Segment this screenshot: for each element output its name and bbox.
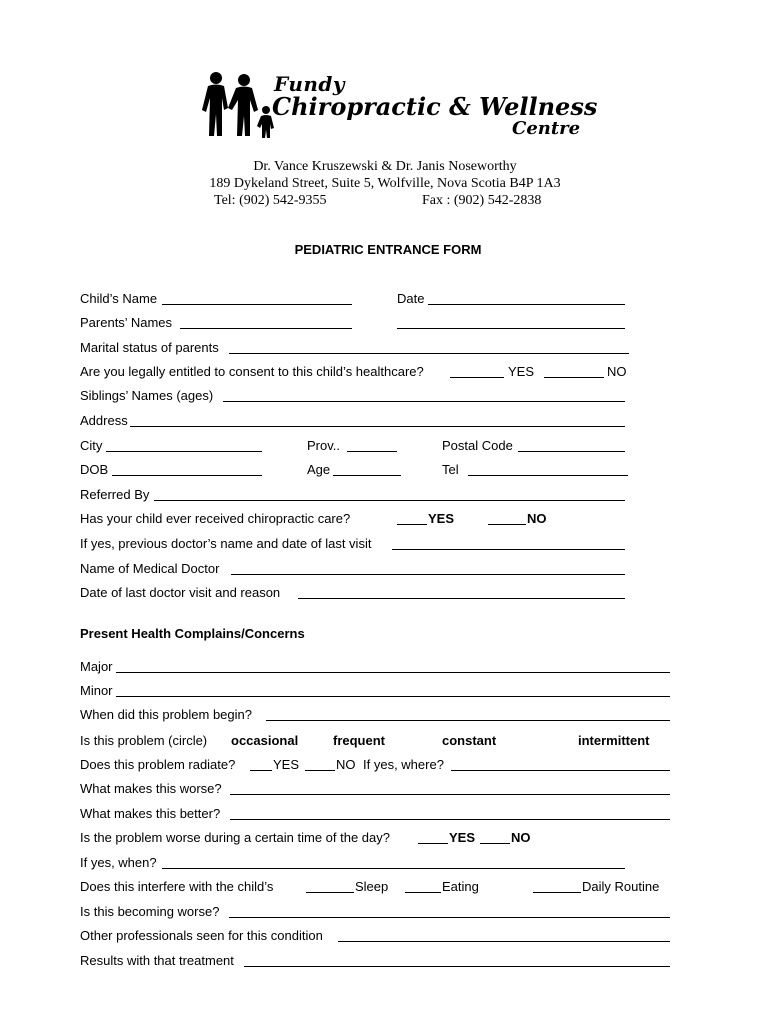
option-frequent[interactable]: frequent [333,733,385,748]
age-label: Age [307,462,331,477]
major-label: Major [80,659,113,674]
radiate-where-field[interactable] [451,770,670,771]
section-title-health-concerns: Present Health Complains/Concerns [80,626,305,641]
option-intermittent[interactable]: intermittent [578,733,650,748]
family-silhouette-icon [200,70,280,140]
clinic-tel: Tel: (902) 542-9355 [214,193,327,208]
marital-status-field[interactable] [229,353,629,354]
chiro-no-label: NO [527,511,547,526]
consent-yes-field[interactable] [450,377,504,378]
chiro-yes-label: YES [428,511,455,526]
radiate-yes-label: YES [273,757,300,772]
better-label: What makes this better? [80,806,221,821]
other-professionals-label: Other professionals seen for this condition [80,928,323,943]
tel-label: Tel [442,462,459,477]
time-yes-field[interactable] [418,843,448,844]
radiate-yes-field[interactable] [250,770,272,771]
prov-field[interactable] [347,451,397,452]
clinic-logo [200,70,598,140]
previous-doctor-label: If yes, previous doctor’s name and date of last visit [80,536,372,551]
parents-names-label: Parents’ Names [80,315,172,330]
logo-word-centre: Centre [512,118,581,139]
referred-by-field[interactable] [154,500,625,501]
city-label: City [80,438,103,453]
prov-label: Prov.. [307,438,340,453]
option-occasional[interactable]: occasional [231,733,299,748]
city-field[interactable] [106,451,262,452]
consent-no-field[interactable] [544,377,604,378]
parents-names-field-2[interactable] [397,328,625,329]
form-title: PEDIATRIC ENTRANCE FORM [294,242,482,257]
address-field[interactable] [130,426,625,427]
logo-word-fundy: Fundy [274,72,346,96]
sleep-label: Sleep [355,879,389,894]
becoming-worse-label: Is this becoming worse? [80,904,220,919]
if-when-field[interactable] [162,868,625,869]
logo-word-chiropractic-wellness: Chiropractic & Wellness [272,92,598,121]
address-label: Address [80,413,128,428]
dob-field[interactable] [112,475,262,476]
radiate-no-field[interactable] [305,770,335,771]
option-constant[interactable]: constant [442,733,497,748]
siblings-field[interactable] [223,401,625,402]
medical-doctor-field[interactable] [231,574,625,575]
other-professionals-field[interactable] [338,941,670,942]
if-when-label: If yes, when? [80,855,157,870]
interfere-question: Does this interfere with the child’s [80,879,274,894]
consent-no-label: NO [607,364,627,379]
circle-question: Is this problem (circle) [80,733,208,748]
marital-status-label: Marital status of parents [80,340,219,355]
eating-label: Eating [442,879,479,894]
chiro-no-field[interactable] [488,524,526,525]
child-name-field[interactable] [162,304,352,305]
child-name-label: Child’s Name [80,291,158,306]
chiro-care-question: Has your child ever received chiropractic care? [80,511,351,526]
daily-routine-label: Daily Routine [582,879,660,894]
better-field[interactable] [230,819,670,820]
time-no-field[interactable] [480,843,510,844]
daily-routine-field[interactable] [533,892,581,893]
eating-field[interactable] [405,892,441,893]
results-label: Results with that treatment [80,953,234,968]
referred-by-label: Referred By [80,487,150,502]
postal-code-label: Postal Code [442,438,513,453]
minor-label: Minor [80,683,113,698]
tel-field[interactable] [468,475,628,476]
sleep-field[interactable] [306,892,354,893]
radiate-where-label: If yes, where? [363,757,444,772]
worse-label: What makes this worse? [80,781,222,796]
siblings-label: Siblings’ Names (ages) [80,388,214,403]
last-visit-label: Date of last doctor visit and reason [80,585,281,600]
date-field[interactable] [428,304,625,305]
results-field[interactable] [244,966,670,967]
radiate-no-label: NO [336,757,356,772]
minor-field[interactable] [116,696,670,697]
consent-question: Are you legally entitled to consent to this child’s healthcare? [80,364,424,379]
chiro-yes-field[interactable] [397,524,427,525]
last-visit-field[interactable] [298,598,625,599]
time-of-day-question: Is the problem worse during a certain time of the day? [80,830,390,845]
consent-yes-label: YES [508,364,535,379]
postal-code-field[interactable] [518,451,625,452]
radiate-question: Does this problem radiate? [80,757,236,772]
clinic-fax: Fax : (902) 542-2838 [422,193,542,208]
medical-doctor-label: Name of Medical Doctor [80,561,220,576]
date-label: Date [397,291,425,306]
doctors-names: Dr. Vance Kruszewski & Dr. Janis Noseworthy [253,159,517,174]
worse-field[interactable] [230,794,670,795]
parents-names-field-1[interactable] [180,328,352,329]
time-yes-label: YES [449,830,476,845]
clinic-address: 189 Dykeland Street, Suite 5, Wolfville, Nova Scotia B4P 1A3 [209,176,561,191]
becoming-worse-field[interactable] [229,917,670,918]
previous-doctor-field[interactable] [392,549,625,550]
dob-label: DOB [80,462,109,477]
major-field[interactable] [116,672,670,673]
problem-begin-label: When did this problem begin? [80,707,252,722]
problem-begin-field[interactable] [266,720,670,721]
time-no-label: NO [511,830,531,845]
age-field[interactable] [333,475,401,476]
